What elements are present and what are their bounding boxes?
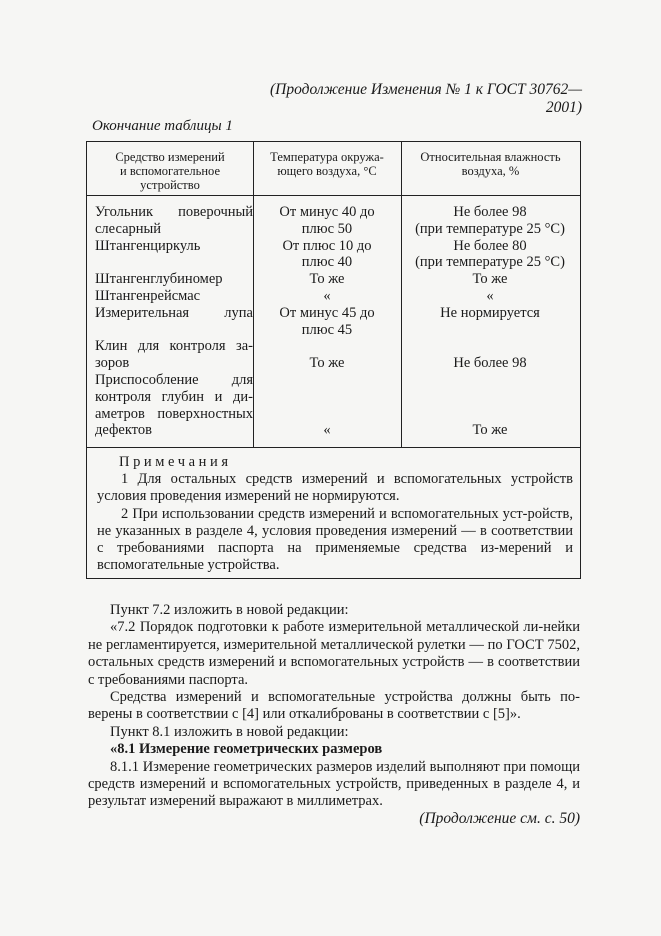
- header-line: ющего воздуха, °С: [277, 164, 377, 178]
- conditions-table: [86, 141, 581, 579]
- cell-instrument: Измерительная лупа: [95, 304, 253, 321]
- cell-humidity: То же: [472, 422, 508, 439]
- cell-instrument: контроля глубин и ди-: [95, 388, 253, 405]
- cell-humidity: Не более 80: [453, 237, 527, 254]
- paragraph: «7.2 Порядок подготовки к работе измерительной металлической ли-нейки не регламентируется, измерительной металлической рулетки — по ГОСТ 7502, остальных средств измерений и вспомогательных устройств — в соответствии с требованиями паспорта.: [88, 619, 580, 688]
- table-caption: Окончание таблицы 1: [92, 118, 233, 134]
- cell-humidity: Не более 98: [453, 204, 527, 220]
- cell-temperature: То же: [309, 355, 345, 372]
- header-line: Относительная влажность: [420, 150, 561, 164]
- cell-temperature: От минус 45 до: [279, 304, 375, 321]
- paragraph: 8.1.1 Измерение геометрических размеров изделий выполняют при помощи средств измерений и вспомогательных устройств, приведенных в разделе 4, и результат измерений выражают в миллиметрах.: [88, 758, 580, 810]
- amendment-text: [88, 602, 580, 811]
- cell-temperature: плюс 50: [301, 220, 353, 237]
- cell-instrument: слесарный: [95, 220, 162, 237]
- cell-instrument: Приспособление для: [95, 372, 253, 388]
- section-heading: «8.1 Измерение геометрических размеров: [110, 741, 383, 758]
- cell-instrument: Штангенрейсмас: [95, 288, 201, 304]
- cell-temperature: То же: [309, 271, 345, 288]
- page-header-continuation: (Продолжение Изменения № 1 к ГОСТ 30762—2001): [269, 81, 582, 116]
- notes-title: Примечания: [119, 454, 232, 470]
- cell-humidity: Не более 98: [453, 355, 527, 372]
- note-item: 1 Для остальных средств измерений и вспомогательных устройств условия проведения измерений не нормируются.: [97, 471, 573, 505]
- paragraph: Средства измерений и вспомогательные устройства должны быть по-верены в соответствии с [4] или откалиброваны в соответствии с [5]».: [88, 689, 580, 723]
- table-notes: [97, 454, 573, 574]
- cell-humidity: То же: [472, 271, 508, 288]
- cell-instrument: Штангенциркуль: [95, 237, 201, 254]
- cell-humidity: (при температуре 25 °С): [415, 220, 565, 237]
- header-divider: [87, 195, 580, 196]
- cell-instrument: Штангенглубиномер: [95, 271, 223, 288]
- header-line: устройство: [140, 178, 200, 192]
- cell-temperature: плюс 40: [301, 254, 353, 271]
- cell-instrument: Угольник поверочный: [95, 204, 253, 220]
- page-footer-continuation: (Продолжение см. с. 50): [419, 810, 580, 827]
- cell-humidity: «: [486, 288, 494, 304]
- column-header-humidity: [401, 150, 580, 178]
- header-line: Средство измерений: [115, 150, 225, 164]
- paragraph: Пункт 7.2 изложить в новой редакции:: [110, 602, 349, 618]
- cell-temperature: От минус 40 до: [279, 204, 375, 220]
- cell-temperature: «: [323, 422, 331, 439]
- cell-temperature: плюс 45: [301, 321, 353, 338]
- cell-instrument: дефектов: [95, 422, 152, 439]
- cell-temperature: От плюс 10 до: [282, 237, 372, 254]
- header-line: воздуха, %: [461, 164, 520, 178]
- cell-temperature: «: [323, 288, 331, 304]
- notes-divider: [87, 447, 580, 448]
- cell-instrument: зоров: [95, 355, 130, 372]
- column-header-instrument: [87, 150, 253, 192]
- cell-instrument: Клин для контроля за-: [95, 338, 253, 355]
- cell-humidity: Не нормируется: [440, 304, 540, 321]
- cell-instrument: аметров поверхностных: [95, 405, 253, 422]
- header-line: и вспомогательное: [120, 164, 220, 178]
- header-line: Температура окружа-: [270, 150, 384, 164]
- note-item: 2 При использовании средств измерений и вспомогательных уст-ройств, не указанных в разделе 4, условия проведения измерений — в соответствии с требованиями паспорта на применяемые средства из-мерений и вспомогательные устройства.: [97, 505, 573, 574]
- cell-humidity: (при температуре 25 °С): [415, 254, 565, 271]
- column-header-temperature: [253, 150, 401, 178]
- paragraph: Пункт 8.1 изложить в новой редакции:: [110, 723, 349, 740]
